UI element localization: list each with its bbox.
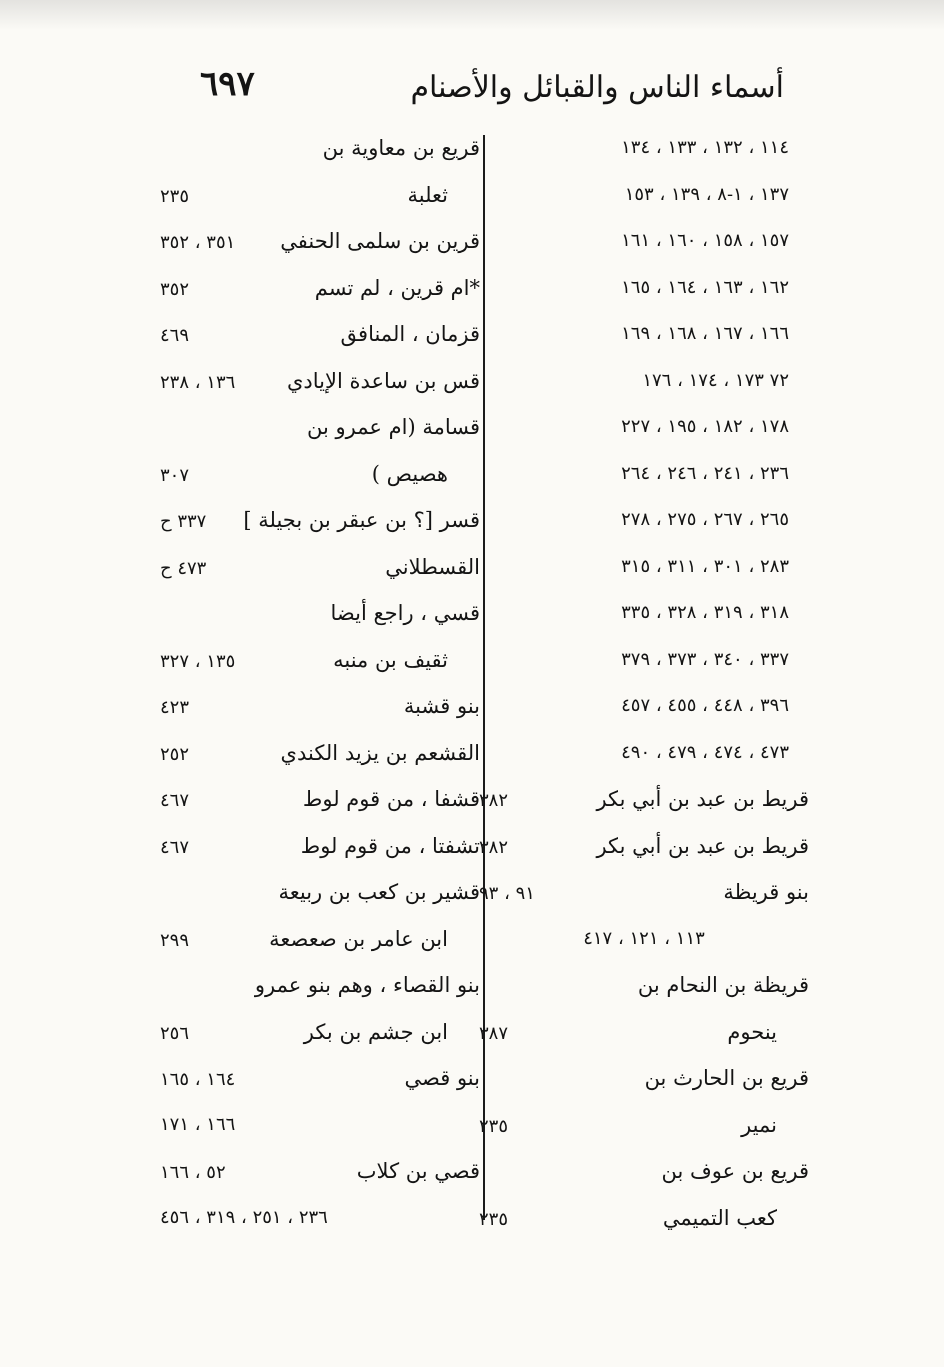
entry-name: ثقيف بن منبه — [333, 647, 448, 672]
index-entry — [160, 544, 480, 591]
index-entry — [160, 172, 480, 219]
index-entry — [160, 823, 480, 870]
index-entry — [160, 730, 480, 777]
index-entry — [479, 1009, 809, 1056]
index-entry — [160, 590, 480, 637]
page-refs: ٢٦٥ ، ٢٦٧ ، ٢٧٥ ، ٢٧٨ — [621, 509, 789, 530]
index-entry — [160, 497, 480, 544]
page-refs: ٤٢٣ — [160, 697, 190, 718]
index-entry — [479, 218, 809, 265]
page-number: ٦٩٧ — [200, 64, 255, 104]
page-refs: ١٦٦ ، ١٦٧ ، ١٦٨ ، ١٦٩ — [621, 323, 789, 344]
index-entry — [479, 172, 809, 219]
index-entry — [160, 358, 480, 405]
page-refs: ٧٢ ١٧٣ ، ١٧٤ ، ١٧٦ — [642, 369, 789, 391]
index-entry — [160, 404, 480, 451]
page-refs: ٤٦٧ — [160, 836, 190, 858]
page-refs: ٩١ ، ٩٣ — [479, 883, 535, 904]
entry-name: نمير — [741, 1112, 777, 1137]
entry-name: القسطلاني — [385, 554, 480, 579]
entry-name: قريط بن عبد بن أبي بكر — [596, 787, 809, 811]
index-entry — [160, 683, 480, 730]
page-refs: ٢٥٦ — [160, 1022, 190, 1044]
index-entry — [479, 311, 809, 358]
index-entry — [160, 451, 480, 498]
page-refs: ١٥٧ ، ١٥٨ ، ١٦٠ ، ١٦١ — [621, 230, 789, 251]
page-refs: ٣٩٦ ، ٤٤٨ ، ٤٥٥ ، ٤٥٧ — [621, 695, 789, 716]
entry-name: ينحوم — [727, 1019, 777, 1044]
index-entry — [160, 916, 480, 963]
index-entry — [479, 869, 809, 916]
index-entry — [479, 1148, 809, 1195]
index-entry — [160, 869, 480, 916]
page-refs: ١٣٥ ، ٣٢٧ — [160, 650, 236, 672]
index-entry — [160, 265, 480, 312]
index-entry — [479, 683, 809, 730]
running-title: أسماء الناس والقبائل والأصنام — [410, 70, 784, 105]
entry-name: ثعلبة — [407, 182, 448, 207]
index-entry — [479, 451, 809, 498]
index-entry — [160, 1055, 480, 1102]
page-refs: ١١٤ ، ١٣٢ ، ١٣٣ ، ١٣٤ — [621, 137, 789, 158]
index-entry — [160, 1102, 480, 1149]
index-entry — [479, 962, 809, 1009]
entry-name: قريع بن معاوية بن — [322, 136, 480, 160]
left-column — [160, 125, 480, 1241]
entry-name: بنو القصاء ، وهم بنو عمرو — [254, 973, 480, 997]
entry-name: قشفا ، من قوم لوط — [302, 787, 480, 811]
page-refs: ٢٣٦ ، ٢٥١ ، ٣١٩ ، ٤٥٦ — [160, 1206, 328, 1228]
entry-name: كعب التميمي — [662, 1205, 777, 1230]
entry-name: قصي بن كلاب — [356, 1159, 480, 1183]
page-refs: ١٦٤ ، ١٦٥ — [160, 1069, 236, 1090]
index-entry — [479, 1055, 809, 1102]
index-entry — [479, 776, 809, 823]
entry-name: القشعم بن يزيد الكندي — [280, 740, 480, 765]
index-entry — [479, 404, 809, 451]
page-refs: ١١٣ ، ١٢١ ، ٤١٧ — [583, 927, 705, 949]
page-refs: ٣٨٢ — [479, 836, 509, 858]
entry-name: قشير بن كعب بن ربيعة — [278, 880, 480, 904]
index-entry — [479, 544, 809, 591]
page-refs: ١٣٧ ، ١-٨ ، ١٣٩ ، ١٥٣ — [624, 183, 789, 205]
page-refs: ٣٠٧ — [160, 464, 190, 486]
entry-name: قس بن ساعدة الإيادي — [286, 368, 480, 393]
page-refs: ٢٣٦ ، ٢٤١ ، ٢٤٦ ، ٢٦٤ — [621, 462, 789, 484]
page-refs: ٤٧٣ ، ٤٧٤ ، ٤٧٩ ، ٤٩٠ — [621, 741, 789, 763]
entry-name: قسي ، راجع أيضا — [330, 601, 480, 625]
index-entry — [160, 1009, 480, 1056]
page-refs: ١٦٦ ، ١٧١ — [160, 1113, 236, 1135]
index-entry — [160, 962, 480, 1009]
index-entry — [479, 1102, 809, 1149]
entry-name: ابن جشم بن بكر — [303, 1019, 448, 1044]
page-refs: ٣٣٧ ، ٣٤٠ ، ٣٧٣ ، ٣٧٩ — [621, 648, 789, 670]
index-entry — [160, 311, 480, 358]
index-entry — [479, 265, 809, 312]
index-entry — [160, 776, 480, 823]
scan-top-edge — [0, 0, 944, 30]
page-refs: ١٦٢ ، ١٦٣ ، ١٦٤ ، ١٦٥ — [621, 276, 789, 298]
entry-name: *ام قرين ، لم تسم — [314, 275, 480, 300]
page-refs: ٤٦٩ — [160, 325, 190, 346]
index-entry — [479, 125, 809, 172]
page-refs: ٣٥١ ، ٣٥٢ — [160, 232, 236, 253]
index-entry — [160, 1195, 480, 1242]
index-entry — [160, 637, 480, 684]
entry-name: بنو قريظة — [723, 880, 809, 904]
index-entry — [479, 590, 809, 637]
page-refs: ٣١٨ ، ٣١٩ ، ٣٢٨ ، ٣٣٥ — [621, 602, 789, 623]
page-refs: ٢٥٢ — [160, 743, 190, 765]
entry-name: قريط بن عبد بن أبي بكر — [596, 833, 809, 858]
page-refs: ٣٥٢ — [160, 278, 190, 300]
entry-name: تشفتا ، من قوم لوط — [300, 833, 480, 858]
page-refs: ٤٧٣ ح — [160, 557, 207, 579]
page-refs: ٢٩٩ — [160, 929, 190, 951]
entry-name: قزمان ، المنافق — [340, 322, 480, 346]
index-entry — [479, 358, 809, 405]
right-column — [479, 125, 809, 1241]
entry-name: قسر [؟ بن عبقر بن بجيلة ] — [243, 508, 480, 532]
entry-name: هصيص ) — [371, 461, 448, 486]
entry-name: بنو قشبة — [403, 694, 480, 718]
entry-name: قريع بن عوف بن — [661, 1159, 809, 1183]
index-entry — [479, 1195, 809, 1242]
entry-name: قريع بن الحارث بن — [644, 1066, 809, 1090]
index-entry — [479, 730, 809, 777]
index-entry — [160, 218, 480, 265]
index-entry — [160, 1148, 480, 1195]
entry-name: قسامة (ام عمرو بن — [307, 415, 480, 439]
entry-name: بنو قصي — [404, 1066, 480, 1090]
page-refs: ٥٢ ، ١٦٦ — [160, 1162, 226, 1183]
entry-name: قريظة بن النحام بن — [637, 973, 809, 997]
page-refs: ٤٦٧ — [160, 790, 190, 811]
page-refs: ٢٨٣ ، ٣٠١ ، ٣١١ ، ٣١٥ — [621, 555, 789, 577]
page-refs: ٢٣٥ — [479, 1208, 509, 1230]
index-entry — [479, 637, 809, 684]
entry-name: قرين بن سلمى الحنفي — [280, 229, 480, 253]
index-entry — [479, 823, 809, 870]
page-refs: ٢٣٥ — [479, 1115, 509, 1137]
index-entry — [479, 916, 809, 963]
page-refs: ٢٣٥ — [160, 185, 190, 207]
index-entry — [160, 125, 480, 172]
page-refs: ٣٨٢ — [479, 790, 509, 811]
page-refs: ١٧٨ ، ١٨٢ ، ١٩٥ ، ٢٢٧ — [621, 416, 789, 437]
page-refs: ٣٣٧ ح — [160, 511, 207, 532]
page-refs: ٣٨٧ — [479, 1022, 509, 1044]
index-entry — [479, 497, 809, 544]
page-refs: ١٣٦ ، ٢٣٨ — [160, 371, 236, 393]
entry-name: ابن عامر بن صعصعة — [269, 926, 448, 951]
